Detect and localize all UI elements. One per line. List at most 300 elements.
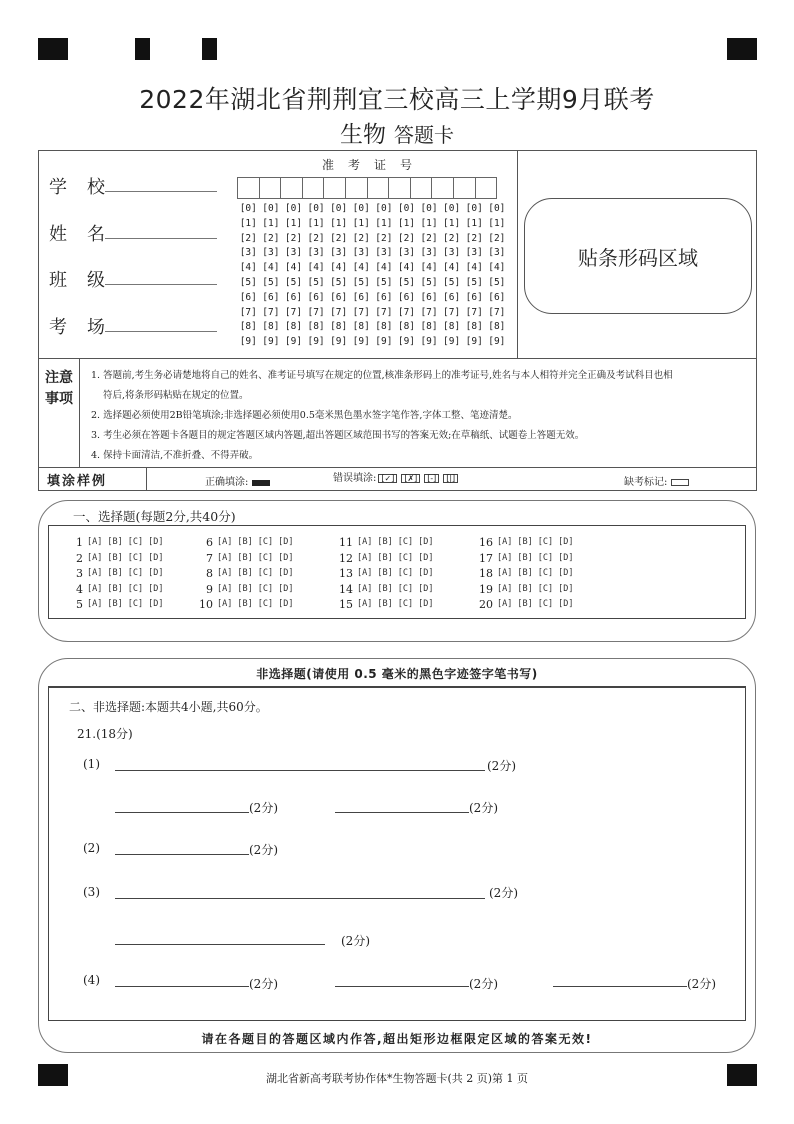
choice-option[interactable]: [D] <box>148 583 164 594</box>
choice-option[interactable]: [B] <box>517 599 533 609</box>
digit-bubble[interactable]: [1] <box>330 217 348 229</box>
answer-line[interactable] <box>115 854 249 855</box>
choice-option[interactable]: [C] <box>257 537 274 547</box>
digit-bubble[interactable]: [6] <box>330 291 348 303</box>
choice-option[interactable]: [B] <box>377 537 393 547</box>
answer-line[interactable] <box>553 986 687 987</box>
digit-bubble[interactable]: [6] <box>307 291 325 303</box>
digit-bubble[interactable]: [9] <box>397 336 416 348</box>
question-number: 5 <box>76 598 83 611</box>
digit-bubble[interactable]: [4] <box>352 262 370 274</box>
choice-option[interactable]: [A] <box>217 552 233 563</box>
digit-bubble[interactable]: [2] <box>443 232 461 244</box>
choice-option[interactable]: [C] <box>397 537 414 547</box>
score-label: (2分) <box>341 934 370 948</box>
digit-bubble[interactable]: [6] <box>262 291 280 303</box>
digit-bubble[interactable]: [7] <box>420 306 438 318</box>
digit-bubble[interactable]: [3] <box>420 247 438 259</box>
choice-option[interactable]: [B] <box>107 583 123 594</box>
score-label: (2分) <box>249 801 278 815</box>
digit-bubble[interactable]: [5] <box>397 276 416 288</box>
notes-label: 注意事项 <box>45 370 73 407</box>
choice-option[interactable]: [D] <box>558 599 574 609</box>
registration-mark <box>38 38 68 60</box>
digit-bubble[interactable]: [0] <box>465 203 483 214</box>
digit-bubble[interactable]: [3] <box>262 247 280 259</box>
school-label: 学校 <box>49 177 125 198</box>
exam-number-bubbles[interactable] <box>237 202 508 350</box>
question-number: 16 <box>479 536 493 549</box>
choice-option[interactable]: [B] <box>517 583 533 594</box>
choice-option[interactable]: [D] <box>418 583 434 594</box>
digit-bubble[interactable]: [5] <box>488 276 506 288</box>
digit-bubble[interactable]: [3] <box>375 247 393 259</box>
answer-line[interactable] <box>115 770 485 771</box>
digit-bubble[interactable]: [7] <box>397 306 416 318</box>
choice-option[interactable]: [B] <box>237 552 253 563</box>
choice-option[interactable]: [B] <box>377 568 393 578</box>
digit-bubble[interactable]: [4] <box>443 262 461 274</box>
digit-bubble[interactable]: [6] <box>352 291 370 303</box>
digit-bubble[interactable]: [7] <box>352 306 370 318</box>
digit-bubble[interactable]: [5] <box>330 276 348 288</box>
choice-option[interactable]: [D] <box>418 537 434 547</box>
choice-option[interactable]: [B] <box>237 583 253 594</box>
exam-number-cell[interactable] <box>367 177 390 199</box>
digit-bubble[interactable]: [1] <box>352 217 370 229</box>
choice-option[interactable]: [D] <box>148 599 164 609</box>
digit-bubble[interactable]: [8] <box>262 321 280 333</box>
choice-option[interactable]: [D] <box>558 568 574 578</box>
digit-bubble[interactable]: [0] <box>330 203 348 214</box>
exam-number-cell[interactable] <box>237 177 260 199</box>
choice-option[interactable]: [D] <box>558 583 574 594</box>
choice-grid <box>48 525 746 619</box>
digit-bubble[interactable]: [8] <box>443 321 461 333</box>
question-number: 4 <box>76 582 83 596</box>
choice-option[interactable]: [C] <box>537 568 554 578</box>
digit-bubble[interactable]: [7] <box>262 306 280 318</box>
choice-title: 一、选择题(每题2分,共40分) <box>73 509 236 524</box>
digit-bubble[interactable]: [1] <box>420 217 438 229</box>
digit-bubble[interactable]: [7] <box>488 306 506 318</box>
digit-bubble[interactable]: [7] <box>239 306 257 318</box>
digit-row <box>237 320 508 335</box>
choice-option[interactable]: [D] <box>558 552 574 563</box>
choice-option[interactable]: [B] <box>377 552 393 563</box>
choice-question <box>63 597 168 613</box>
score-label: (2分) <box>249 977 278 991</box>
digit-bubble[interactable]: [7] <box>443 306 461 318</box>
choice-option[interactable]: [D] <box>278 537 294 547</box>
digit-bubble[interactable]: [3] <box>465 247 483 259</box>
digit-bubble[interactable]: [0] <box>262 203 280 214</box>
info-box <box>38 150 757 491</box>
digit-bubble[interactable]: [8] <box>488 321 506 333</box>
choice-question <box>193 535 298 551</box>
choice-option[interactable]: [B] <box>517 537 533 547</box>
choice-option[interactable]: [C] <box>397 599 414 609</box>
score-label: (2分) <box>469 977 498 991</box>
choice-option[interactable]: [C] <box>127 583 144 594</box>
score-label: (2分) <box>469 801 498 815</box>
digit-bubble[interactable]: [1] <box>465 217 483 229</box>
barcode-area: 贴条形码区域 <box>524 198 752 314</box>
exam-number-cell[interactable] <box>475 177 498 199</box>
digit-bubble[interactable]: [5] <box>443 276 461 288</box>
note-item: 4. 保持卡面清洁,不准折叠、不得弄破。 <box>91 450 259 461</box>
choice-option[interactable]: [A] <box>87 599 103 609</box>
digit-bubble[interactable]: [7] <box>330 306 348 318</box>
digit-bubble[interactable]: [0] <box>397 203 416 214</box>
question-number: 12 <box>339 551 353 565</box>
digit-bubble[interactable]: [0] <box>307 203 325 214</box>
digit-bubble[interactable]: [9] <box>375 336 393 348</box>
digit-bubble[interactable]: [2] <box>465 232 483 244</box>
registration-mark <box>202 38 217 60</box>
exam-number-cell[interactable] <box>259 177 282 199</box>
digit-row <box>237 217 508 232</box>
choice-question <box>193 597 298 613</box>
choice-option[interactable]: [A] <box>497 599 513 609</box>
choice-option[interactable]: [A] <box>87 537 103 547</box>
digit-bubble[interactable]: [5] <box>375 276 393 288</box>
wrong-sample: 错误填涂: [✓] [✗] [-] [|] <box>333 473 462 484</box>
choice-option[interactable]: [C] <box>127 568 144 578</box>
choice-option[interactable]: [C] <box>397 568 414 578</box>
exam-room-label: 考场 <box>49 317 125 338</box>
digit-bubble[interactable]: [4] <box>307 262 325 274</box>
question-number: 18 <box>479 567 493 580</box>
choice-option[interactable]: [A] <box>217 583 233 594</box>
digit-bubble[interactable]: [0] <box>375 203 393 214</box>
digit-bubble[interactable]: [6] <box>488 291 506 303</box>
exam-number-cell[interactable] <box>453 177 476 199</box>
digit-bubble[interactable]: [9] <box>465 336 483 348</box>
digit-bubble[interactable]: [5] <box>352 276 370 288</box>
digit-bubble[interactable]: [1] <box>239 217 257 229</box>
choice-option[interactable]: [C] <box>257 599 274 609</box>
digit-bubble[interactable]: [5] <box>262 276 280 288</box>
registration-mark <box>135 38 150 60</box>
digit-row <box>237 291 508 306</box>
choice-option[interactable]: [C] <box>537 537 554 547</box>
digit-bubble[interactable]: [5] <box>239 276 257 288</box>
choice-question <box>63 566 168 582</box>
digit-bubble[interactable]: [0] <box>284 203 303 214</box>
choice-option[interactable]: [D] <box>148 537 164 547</box>
digit-bubble[interactable]: [3] <box>284 247 303 259</box>
choice-option[interactable]: [D] <box>278 568 294 578</box>
school-field[interactable] <box>105 170 217 192</box>
question-number: 7 <box>206 551 213 565</box>
choice-option[interactable]: [A] <box>217 568 233 578</box>
choice-question <box>63 551 168 567</box>
digit-bubble[interactable]: [9] <box>443 336 461 348</box>
digit-bubble[interactable]: [4] <box>375 262 393 274</box>
digit-bubble[interactable]: [2] <box>488 232 506 244</box>
choice-question <box>333 551 438 567</box>
choice-option[interactable]: [C] <box>257 568 274 578</box>
absent-mark[interactable]: 缺考标记: <box>624 473 689 488</box>
choice-option[interactable]: [A] <box>497 568 513 578</box>
digit-bubble[interactable]: [8] <box>375 321 393 333</box>
choice-option[interactable]: [B] <box>107 537 123 547</box>
digit-bubble[interactable]: [4] <box>262 262 280 274</box>
choice-option[interactable]: [C] <box>127 552 144 563</box>
choice-option[interactable]: [A] <box>357 568 373 578</box>
digit-bubble[interactable]: [6] <box>465 291 483 303</box>
question-number: 3 <box>76 567 83 580</box>
class-field[interactable] <box>105 263 217 285</box>
answer-line[interactable] <box>335 986 469 987</box>
digit-bubble[interactable]: [1] <box>262 217 280 229</box>
digit-bubble[interactable]: [9] <box>307 336 325 348</box>
choice-option[interactable]: [C] <box>537 599 554 609</box>
choice-option[interactable]: [A] <box>357 583 373 594</box>
answer-area-warning: 请在各题目的答题区域内作答,超出矩形边框限定区域的答案无效! <box>201 1032 593 1046</box>
digit-bubble[interactable]: [2] <box>420 232 438 244</box>
choice-option[interactable]: [D] <box>418 552 434 563</box>
digit-bubble[interactable]: [9] <box>262 336 280 348</box>
digit-row <box>237 276 508 291</box>
digit-bubble[interactable]: [3] <box>443 247 461 259</box>
digit-bubble[interactable]: [8] <box>330 321 348 333</box>
digit-bubble[interactable]: [8] <box>420 321 438 333</box>
digit-bubble[interactable]: [9] <box>488 336 506 348</box>
digit-bubble[interactable]: [1] <box>397 217 416 229</box>
part2-label: (2) <box>83 841 100 855</box>
question-number: 19 <box>479 582 493 596</box>
digit-bubble[interactable]: [2] <box>352 232 370 244</box>
choice-option[interactable]: [B] <box>237 537 253 547</box>
page-footer: 湖北省新高考联考协作体*生物答题卡(共 2 页)第 1 页 <box>265 1072 529 1085</box>
digit-bubble[interactable]: [8] <box>397 321 416 333</box>
exam-number-cell[interactable] <box>410 177 433 199</box>
digit-bubble[interactable]: [4] <box>330 262 348 274</box>
choice-option[interactable]: [D] <box>418 568 434 578</box>
exam-number-label: 准考证号 <box>321 158 426 172</box>
choice-option[interactable]: [B] <box>517 568 533 578</box>
digit-bubble[interactable]: [4] <box>465 262 483 274</box>
choice-option[interactable]: [B] <box>107 568 123 578</box>
choice-option[interactable]: [B] <box>107 552 123 563</box>
digit-bubble[interactable]: [0] <box>239 203 257 214</box>
nonselect-heading: 非选择题(请使用 0.5 毫米的黑色字迹签字笔书写) <box>256 667 538 681</box>
digit-bubble[interactable]: [5] <box>307 276 325 288</box>
digit-bubble[interactable]: [8] <box>239 321 257 333</box>
part3-label: (3) <box>83 885 100 899</box>
choice-option[interactable]: [C] <box>127 537 144 547</box>
answer-line[interactable] <box>335 812 469 813</box>
digit-bubble[interactable]: [1] <box>375 217 393 229</box>
digit-row <box>237 261 508 276</box>
notes <box>91 366 751 466</box>
question-number: 17 <box>479 551 493 565</box>
digit-bubble[interactable]: [5] <box>420 276 438 288</box>
question-number: 2 <box>76 551 83 565</box>
choice-option[interactable]: [A] <box>357 599 373 609</box>
exam-number-cell[interactable] <box>323 177 346 199</box>
digit-bubble[interactable]: [2] <box>284 232 303 244</box>
digit-row <box>237 202 508 217</box>
digit-bubble[interactable]: [4] <box>420 262 438 274</box>
name-label: 姓名 <box>49 224 125 245</box>
choice-option[interactable]: [D] <box>278 583 294 594</box>
choice-option[interactable]: [C] <box>397 552 414 563</box>
exam-number-cell[interactable] <box>345 177 368 199</box>
digit-bubble[interactable]: [4] <box>488 262 506 274</box>
digit-row <box>237 335 508 350</box>
choice-option[interactable]: [D] <box>278 552 294 563</box>
digit-bubble[interactable]: [0] <box>443 203 461 214</box>
choice-option[interactable]: [D] <box>148 568 164 578</box>
digit-row <box>237 246 508 261</box>
choice-option[interactable]: [A] <box>497 552 513 563</box>
digit-bubble[interactable]: [6] <box>375 291 393 303</box>
choice-option[interactable]: [A] <box>217 599 233 609</box>
sample-label: 填涂样例 <box>47 474 108 489</box>
choice-column <box>333 535 438 613</box>
digit-bubble[interactable]: [4] <box>239 262 257 274</box>
choice-question <box>333 582 438 598</box>
answer-line[interactable] <box>115 898 485 899</box>
digit-bubble[interactable]: [3] <box>488 247 506 259</box>
choice-option[interactable]: [C] <box>257 583 274 594</box>
class-label: 班级 <box>49 270 125 291</box>
choice-option[interactable]: [B] <box>517 552 533 563</box>
digit-bubble[interactable]: [9] <box>352 336 370 348</box>
choice-option[interactable]: [A] <box>87 583 103 594</box>
exam-number-cell[interactable] <box>280 177 303 199</box>
choice-option[interactable]: [B] <box>107 599 123 609</box>
digit-bubble[interactable]: [7] <box>307 306 325 318</box>
choice-option[interactable]: [A] <box>357 552 373 563</box>
question-number: 14 <box>339 582 353 596</box>
choice-option[interactable]: [C] <box>127 599 144 609</box>
subject-label: 生物 <box>340 122 386 148</box>
choice-option[interactable]: [D] <box>148 552 164 563</box>
note-item: 1. 答题前,考生务必请楚地将自己的姓名、准考证号填写在规定的位置,核准条形码上的准考证号,姓名与本人相符并完全正确及考试科目也相 <box>91 370 673 381</box>
exam-number-cells[interactable] <box>237 177 496 199</box>
digit-bubble[interactable]: [2] <box>262 232 280 244</box>
answer-line[interactable] <box>115 812 249 813</box>
choice-question <box>193 551 298 567</box>
exam-number-cell[interactable] <box>388 177 411 199</box>
digit-bubble[interactable]: [9] <box>284 336 303 348</box>
digit-bubble[interactable]: [1] <box>443 217 461 229</box>
question-number: 15 <box>339 598 353 611</box>
digit-bubble[interactable]: [8] <box>465 321 483 333</box>
digit-bubble[interactable]: [2] <box>397 232 416 244</box>
choice-option[interactable]: [D] <box>558 537 574 547</box>
answer-line[interactable] <box>115 986 249 987</box>
exam-number-cell[interactable] <box>302 177 325 199</box>
choice-option[interactable]: [A] <box>217 537 233 547</box>
exam-number-cell[interactable] <box>431 177 454 199</box>
digit-bubble[interactable]: [2] <box>239 232 257 244</box>
digit-bubble[interactable]: [0] <box>352 203 370 214</box>
choice-option[interactable]: [A] <box>497 583 513 594</box>
digit-bubble[interactable]: [5] <box>284 276 303 288</box>
digit-bubble[interactable]: [8] <box>307 321 325 333</box>
choice-option[interactable]: [B] <box>377 599 393 609</box>
note-item: 符后,将条形码粘贴在规定的位置。 <box>103 390 249 401</box>
digit-bubble[interactable]: [3] <box>352 247 370 259</box>
page-title: 2022年湖北省荆荆宜三校高三上学期9月联考 <box>139 85 655 114</box>
digit-bubble[interactable]: [7] <box>284 306 303 318</box>
name-field[interactable] <box>105 217 217 239</box>
digit-bubble[interactable]: [0] <box>488 203 506 214</box>
choice-option[interactable]: [B] <box>237 599 253 609</box>
digit-bubble[interactable]: [7] <box>375 306 393 318</box>
choice-option[interactable]: [A] <box>87 568 103 578</box>
digit-bubble[interactable]: [8] <box>352 321 370 333</box>
digit-bubble[interactable]: [1] <box>307 217 325 229</box>
digit-bubble[interactable]: [9] <box>330 336 348 348</box>
score-label: (2分) <box>687 977 716 991</box>
choice-option[interactable]: [C] <box>537 583 554 594</box>
choice-option[interactable]: [A] <box>497 537 513 547</box>
digit-bubble[interactable]: [6] <box>420 291 438 303</box>
q21-label: 21.(18分) <box>77 727 133 741</box>
choice-question <box>473 535 578 551</box>
choice-column <box>63 535 168 613</box>
digit-bubble[interactable]: [6] <box>443 291 461 303</box>
digit-bubble[interactable]: [2] <box>330 232 348 244</box>
choice-question <box>473 566 578 582</box>
digit-bubble[interactable]: [3] <box>307 247 325 259</box>
digit-bubble[interactable]: [7] <box>465 306 483 318</box>
digit-bubble[interactable]: [3] <box>239 247 257 259</box>
digit-bubble[interactable]: [6] <box>239 291 257 303</box>
digit-bubble[interactable]: [2] <box>375 232 393 244</box>
digit-bubble[interactable]: [6] <box>397 291 416 303</box>
digit-bubble[interactable]: [9] <box>239 336 257 348</box>
score-label: (2分) <box>489 886 518 900</box>
digit-bubble[interactable]: [2] <box>307 232 325 244</box>
score-label: (2分) <box>487 759 516 773</box>
correct-sample: 正确填涂: <box>205 473 270 488</box>
choice-option[interactable]: [C] <box>537 552 554 563</box>
digit-bubble[interactable]: [0] <box>420 203 438 214</box>
digit-bubble[interactable]: [3] <box>397 247 416 259</box>
choice-option[interactable]: [C] <box>397 583 414 594</box>
exam-room-field[interactable] <box>105 310 217 332</box>
choice-option[interactable]: [B] <box>377 583 393 594</box>
digit-bubble[interactable]: [3] <box>330 247 348 259</box>
digit-bubble[interactable]: [6] <box>284 291 303 303</box>
choice-option[interactable]: [C] <box>257 552 274 563</box>
digit-bubble[interactable]: [1] <box>488 217 506 229</box>
digit-bubble[interactable]: [4] <box>284 262 303 274</box>
digit-bubble[interactable]: [9] <box>420 336 438 348</box>
digit-bubble[interactable]: [1] <box>284 217 303 229</box>
choice-question <box>473 582 578 598</box>
choice-option[interactable]: [A] <box>357 537 373 547</box>
choice-question <box>333 535 438 551</box>
note-item: 3. 考生必须在答题卡各题目的规定答题区域内答题,超出答题区域范围书写的答案无效;在草稿纸、试题卷上答题无效。 <box>91 430 585 441</box>
answer-line[interactable] <box>115 944 325 945</box>
digit-bubble[interactable]: [5] <box>465 276 483 288</box>
choice-option[interactable]: [D] <box>278 599 294 609</box>
choice-option[interactable]: [B] <box>237 568 253 578</box>
choice-option[interactable]: [D] <box>418 599 434 609</box>
digit-bubble[interactable]: [4] <box>397 262 416 274</box>
digit-bubble[interactable]: [8] <box>284 321 303 333</box>
choice-option[interactable]: [A] <box>87 552 103 563</box>
question-number: 13 <box>339 567 353 580</box>
